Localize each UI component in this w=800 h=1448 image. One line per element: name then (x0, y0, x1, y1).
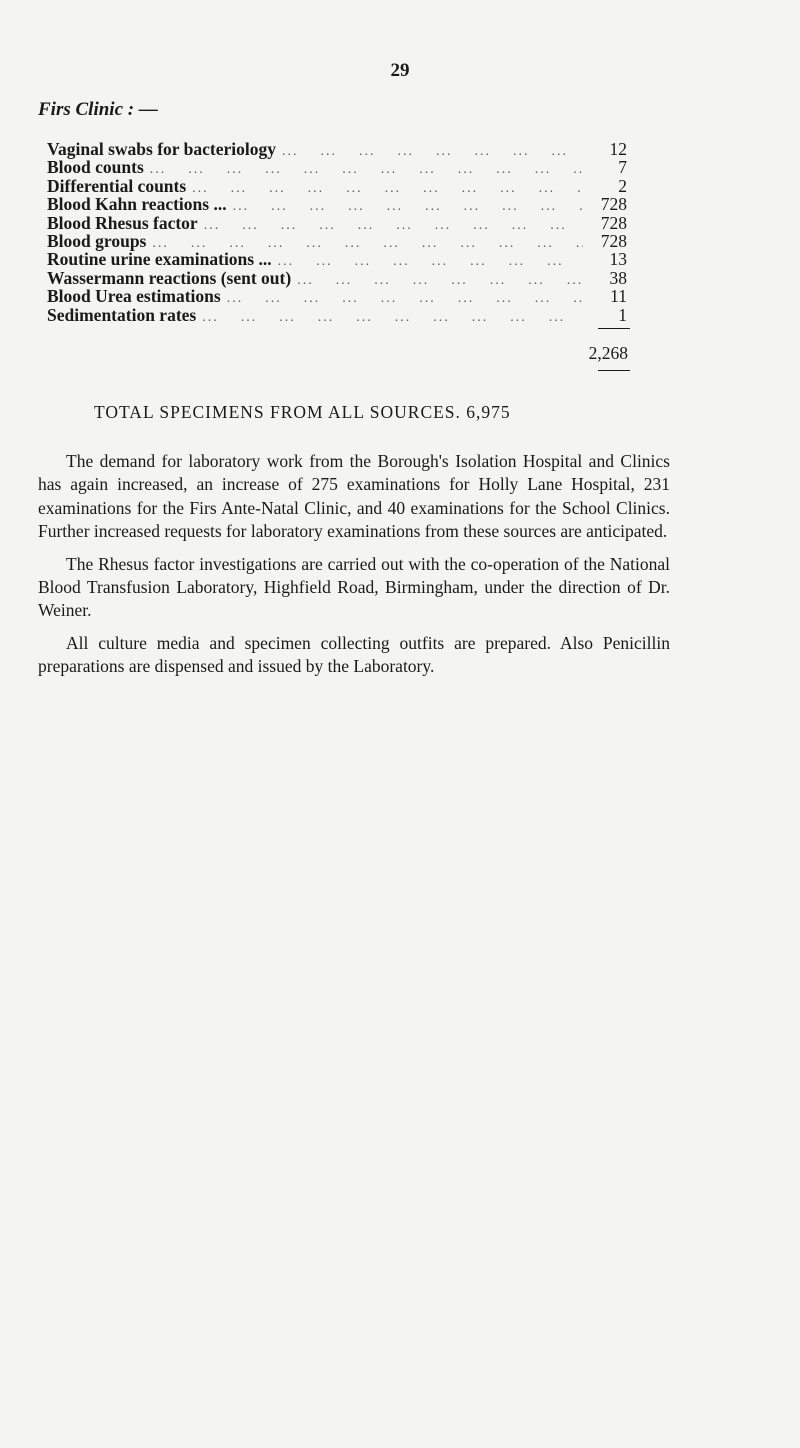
row-value: 38 (609, 267, 627, 288)
grand-total: TOTAL SPECIMENS FROM ALL SOURCES. 6,975 (94, 402, 511, 422)
table-row (47, 232, 627, 250)
paragraph: The demand for laboratory work from the Borough's Isolation Hospital and Clinics has again increased, an increase of 275 examinations for Holly Lane Hospital, 231 examinations for the Firs Ante-Natal Clinic, and 40 examinations for the School Clinics. Further increased requests for laboratory examinations from these sources are anticipated. (38, 451, 670, 542)
row-label: Blood Rhesus factor (47, 212, 198, 233)
row-label: Vaginal swabs for bacteriology (47, 139, 276, 159)
specimen-table (47, 140, 627, 324)
row-label: Blood Urea estimations (47, 286, 221, 307)
table-row (47, 140, 627, 158)
row-value: 12 (609, 139, 627, 159)
row-value: 728 (600, 230, 627, 251)
leader-dots (202, 309, 583, 327)
row-label: Routine urine examinations ... (47, 249, 272, 270)
row-value: 728 (600, 194, 627, 215)
total-rule-top (598, 328, 630, 329)
table-row (47, 250, 627, 268)
section-heading: Firs Clinic : — (38, 99, 158, 120)
row-value: 7 (618, 157, 627, 178)
leader-dots (204, 217, 583, 235)
table-row (47, 177, 627, 195)
row-label: Blood counts (47, 157, 144, 178)
leader-dots (233, 198, 583, 216)
row-value: 13 (609, 249, 627, 270)
row-value: 2 (618, 175, 627, 196)
row-label: Blood groups (47, 230, 147, 251)
row-value: 728 (600, 212, 627, 233)
table-row (47, 306, 627, 324)
table-row (47, 214, 627, 232)
leader-dots (227, 290, 583, 308)
body-text (38, 450, 670, 688)
paragraph: All culture media and specimen collecting outfits are prepared. Also Penicillin preparations are dispensed and issued by the Laboratory. (38, 632, 670, 677)
table-row (47, 287, 627, 305)
row-value: 11 (610, 286, 627, 307)
table-total: 2,268 (588, 343, 628, 363)
row-label: Sedimentation rates (47, 304, 197, 325)
row-label: Wassermann reactions (sent out) (47, 267, 292, 288)
row-label: Blood Kahn reactions ... (47, 194, 227, 215)
table-row (47, 195, 627, 213)
page-number: 29 (390, 60, 410, 81)
leader-dots (192, 180, 583, 198)
leader-dots (278, 253, 583, 271)
row-label: Differential counts (47, 175, 187, 196)
leader-dots (282, 143, 583, 161)
table-row (47, 158, 627, 176)
row-value: 1 (618, 304, 627, 325)
paragraph: The Rhesus factor investigations are carried out with the co-operation of the National Blood Transfusion Laboratory, Highfield Road, Birmingham, under the direction of Dr. Weiner. (38, 553, 670, 621)
leader-dots (297, 272, 583, 290)
total-rule-bottom (598, 370, 630, 371)
table-row (47, 269, 627, 287)
leader-dots (150, 161, 583, 179)
